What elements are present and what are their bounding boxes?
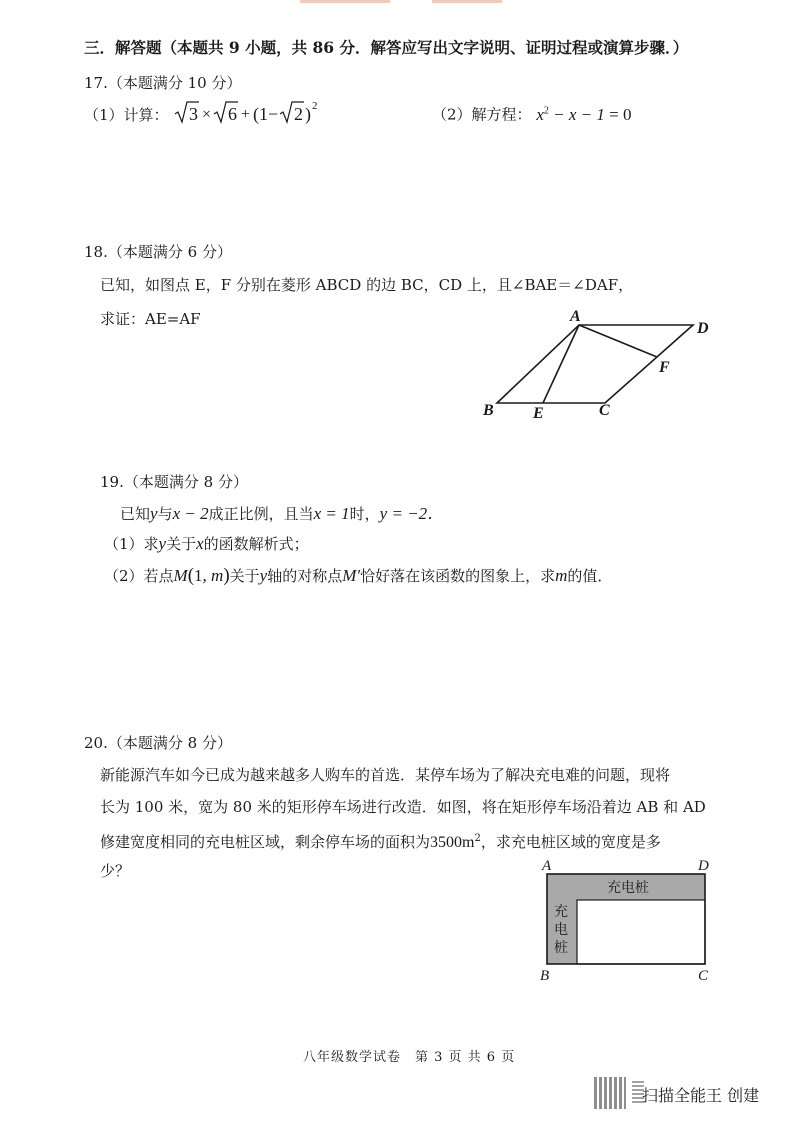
- q19-given-2: 与: [157, 505, 173, 523]
- q20-text-4: 少？: [100, 862, 131, 880]
- q18-score: （本题满分 6 分）: [107, 243, 232, 261]
- q19-part1-x: x: [196, 534, 204, 553]
- q20-text-1: 新能源汽车如今已成为越来越多人购车的首选．某停车场为了解决充电难的问题，现将: [100, 766, 671, 784]
- q17-part1-expression: [173, 97, 343, 127]
- label-a: A: [542, 858, 552, 874]
- q19-part2-e: 的值．: [567, 567, 613, 585]
- q19-part2-d: 恰好落在该函数的图象上，求: [360, 567, 556, 585]
- q19-heading: [100, 472, 248, 492]
- q20-area-value: 3500m: [430, 834, 475, 851]
- section-header: 三．解答题（本题共 9 小题，共 86 分．解答应写出文字说明、证明过程或演算步骤．）: [84, 38, 689, 57]
- q17-part2: [432, 101, 631, 125]
- q20-area-exponent: 2: [474, 833, 481, 844]
- q19-given-1: 已知: [120, 505, 151, 523]
- q19-expr-minus-2: − 2: [180, 504, 209, 523]
- q19-part2-y: y: [259, 566, 268, 585]
- q17-heading: [84, 73, 241, 93]
- q19-part1-c: 的函数解析式；: [203, 535, 309, 553]
- svg-text:): ): [305, 104, 312, 124]
- label-b: B: [483, 402, 494, 419]
- svg-text:×: ×: [202, 106, 212, 123]
- q19-var-y: y: [150, 504, 158, 523]
- q17-part2-rhs: = 0: [609, 104, 632, 124]
- top-edge-mark-right: [432, 0, 502, 3]
- q19-given-4: 时，: [349, 505, 380, 523]
- q19-cond-eq-1: = 1: [321, 504, 350, 523]
- q19-number: 19.: [100, 473, 124, 491]
- q19-cond-x: x: [313, 504, 322, 523]
- svg-text:6: 6: [228, 104, 238, 124]
- q17-part1: [84, 101, 343, 131]
- q18-prove: 求证：AE=AF: [100, 310, 201, 328]
- label-d: D: [698, 858, 709, 874]
- q19-part1-a: （1）求: [104, 535, 159, 553]
- q20-text-3c: ，求充电桩区域的宽度是多: [480, 833, 661, 851]
- page-footer: 八年级数学试卷 第 3 页 共 6 页: [303, 1050, 516, 1065]
- q18-given: 已知，如图点 E，F 分别在菱形 ABCD 的边 BC，CD 上，且∠BAE＝∠DAF，: [100, 276, 634, 294]
- top-strip-label: 充电桩: [607, 881, 649, 896]
- top-edge-mark-left: [300, 0, 390, 3]
- q17-part2-equation: $x^2 - x - 1 = 0$: [536, 104, 632, 124]
- q18-rhombus-figure: [475, 305, 735, 425]
- q18-heading: [84, 242, 232, 262]
- left-strip-char-2: 电: [554, 923, 568, 938]
- left-strip-char-1: 充: [554, 905, 568, 920]
- label-e: E: [533, 405, 544, 422]
- qr-code-icon: [594, 1077, 626, 1109]
- q20-text-3: [100, 829, 661, 853]
- q19-part2: [104, 566, 612, 586]
- q19-given: [120, 504, 444, 524]
- q19-expr-x-minus-2: x: [172, 504, 181, 523]
- q19-point-m-prime: M′: [342, 566, 361, 585]
- q19-point-m: M(1, m): [173, 565, 230, 586]
- svg-text:2: 2: [312, 100, 318, 112]
- svg-text:2: 2: [294, 104, 304, 124]
- q19-part1: [104, 534, 309, 554]
- q18-number: 18.: [84, 243, 108, 261]
- q19-cond-y: y: [379, 504, 388, 523]
- left-strip-char-3: 桩: [554, 941, 568, 956]
- q19-part2-b: 关于: [229, 567, 260, 585]
- scanner-watermark: [594, 1075, 778, 1111]
- q20-heading: [84, 733, 232, 753]
- q19-given-3: 成正比例，且当: [208, 505, 314, 523]
- label-c: C: [599, 402, 610, 419]
- svg-text:3: 3: [189, 104, 199, 124]
- q19-part1-b: 关于: [166, 535, 197, 553]
- svg-text:+: +: [241, 106, 251, 123]
- q19-part1-y: y: [158, 534, 167, 553]
- q17-part2-label: （2）解方程：: [432, 105, 532, 124]
- q19-score: （本题满分 8 分）: [123, 473, 248, 491]
- segment-af: [579, 325, 657, 357]
- label-b: B: [540, 968, 550, 984]
- q17-score: （本题满分 10 分）: [107, 74, 242, 92]
- segment-ae: [543, 325, 579, 403]
- q20-number: 20.: [84, 734, 108, 752]
- remaining-lot: [577, 900, 705, 964]
- label-a: A: [570, 308, 581, 325]
- q20-parking-figure: [535, 855, 725, 985]
- q17-part1-label: （1）计算：: [84, 106, 169, 124]
- q20-score: （本题满分 8 分）: [107, 734, 232, 752]
- label-f: F: [659, 359, 670, 376]
- svg-text:(1−: (1−: [253, 104, 279, 124]
- q19-part2-a: （2）若点: [104, 567, 174, 585]
- q19-cond-eq-neg2: = −2．: [387, 504, 445, 523]
- label-d: D: [697, 320, 709, 337]
- q19-part2-c: 轴的对称点: [267, 567, 343, 585]
- watermark-text: 扫描全能王 创建: [642, 1086, 760, 1105]
- q20-text-2: 长为 100 米，宽为 80 米的矩形停车场进行改造．如图，将在矩形停车场沿着边 AB 和 AD: [100, 798, 706, 816]
- q20-text-3a: 修建宽度相同的充电桩区域，剩余停车场的面积为: [100, 833, 431, 851]
- label-c: C: [698, 968, 709, 984]
- q17-number: 17.: [84, 74, 108, 92]
- q19-part2-m: m: [555, 566, 568, 585]
